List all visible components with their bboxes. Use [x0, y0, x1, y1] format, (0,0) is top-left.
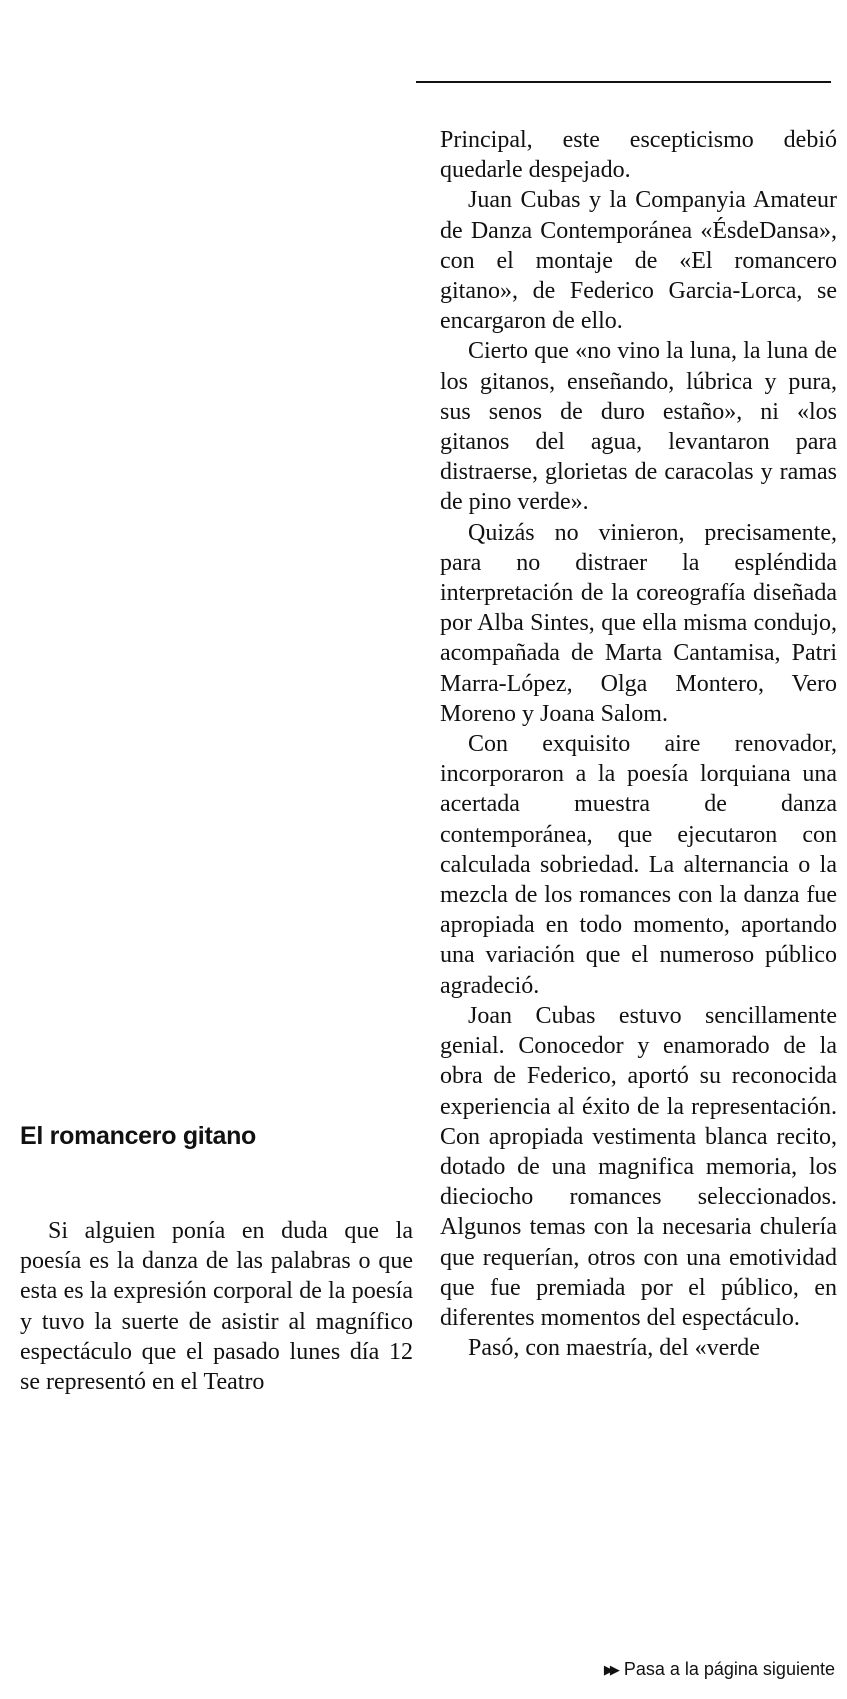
paragraph-5: Con exquisito aire renovador, incorporaron a la poesía lorquiana una acertada muestra de danza contemporánea, que ejecutaron con calculada sobriedad. La alternancia o la mezcla de los romances con la danza fue apropiada en todo momento, aportando una variación que el numeroso público agradeció. — [440, 731, 837, 999]
paragraph-3: Cierto que «no vino la luna, la luna de los gitanos, enseñando, lúbrica y pura, sus senos de duro estaño», ni «los gitanos del agua, levantaron para distraerse, glorietas de caracolas y ramas de pino verde». — [440, 338, 837, 516]
paragraph-2: Juan Cubas y la Companyia Amateur de Danza Contemporánea «ÉsdeDansa», con el montaje de «El romancero gitano», de Federico Garcia-Lorca, se encargaron de ello. — [440, 187, 837, 335]
article-headline: El romancero gitano — [20, 1122, 257, 1150]
paragraph-7: Pasó, con maestría, del «verde — [468, 1335, 760, 1362]
paragraph-6: Joan Cubas estuvo sencillamente genial. Conocedor y enamorado de la obra de Federico, aportó su reconocida experiencia al éxito de la representación. Con apropiada vestimenta blanca recito, dotado de una magnifica memoria, los dieciocho romances seleccionados. Algunos temas con la necesaria chulería que requerían, otros con una emotividad que fue premiada por el público, en diferentes momentos del espectáculo. — [440, 1002, 837, 1331]
double-arrow-icon: ▶▶ — [603, 1662, 616, 1677]
continue-note — [604, 1658, 835, 1681]
right-column — [440, 125, 837, 1363]
left-column — [20, 1216, 413, 1397]
paragraph-4: Quizás no vinieron, precisamente, para no distraer la espléndida interpretación de la coreografía diseñada por Alba Sintes, que ella misma condujo, acompañada de Marta Cantamisa, Patri Marra-López, Olga Montero, Vero Moreno y Joana Salom. — [440, 519, 837, 727]
paragraph-1: Principal, este escepticismo debió quedarle despejado. — [440, 127, 837, 184]
continue-note-text: Pasa a la página siguiente — [623, 1659, 835, 1679]
top-rule — [416, 81, 831, 83]
lead-paragraph: Si alguien ponía en duda que la poesía es la danza de las palabras o que esta es la expresión corporal de la poesía y tuvo la suerte de asistir al magnífico espectáculo que el pasado lunes día 12 se representó en el Teatro — [20, 1218, 413, 1396]
